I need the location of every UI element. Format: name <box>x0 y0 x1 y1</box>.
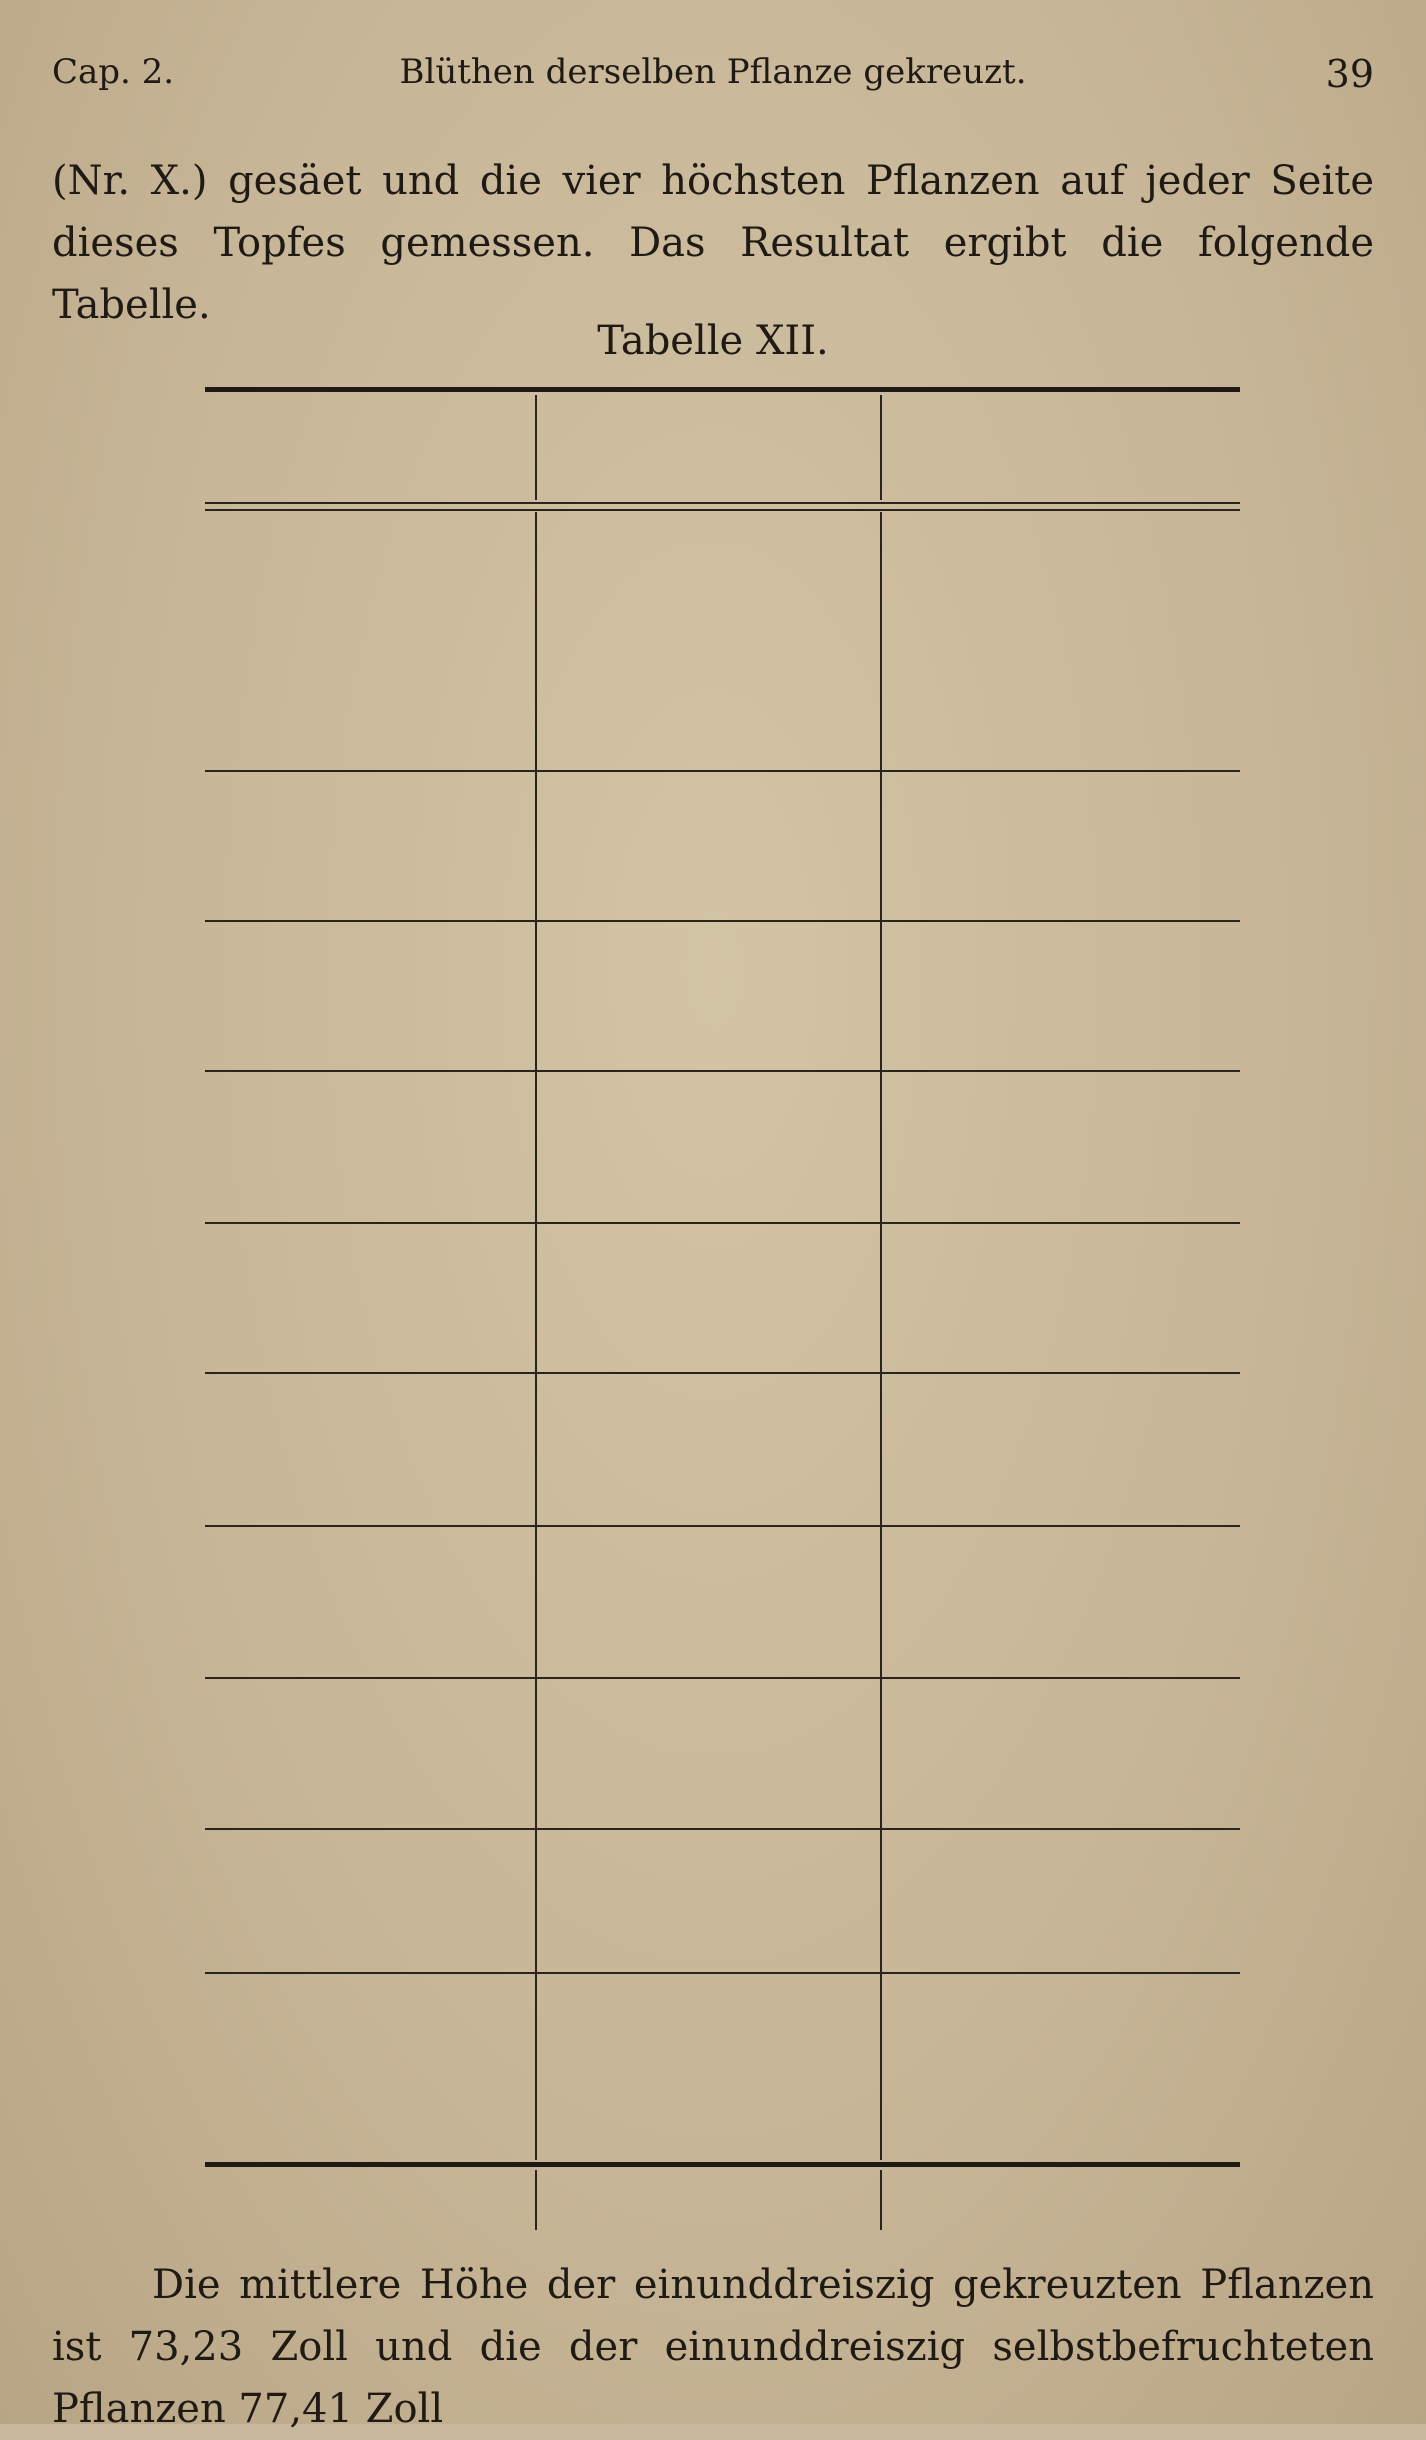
row-separator <box>205 1222 1240 1224</box>
total-divider-1 <box>535 2170 537 2230</box>
total-divider-2 <box>880 2170 882 2230</box>
closing-paragraph: Die mittlere Höhe der einunddreiszig gekreuzten Pflanzen ist 73,23 Zoll und die der einunddreiszig selbstbefruchteten Pflanzen 77,41 Zoll <box>52 2262 1374 2432</box>
header-rule-lower <box>205 509 1240 511</box>
table-top-rule <box>205 387 1240 392</box>
chapter-label: Cap. 2. <box>52 52 175 92</box>
intro-paragraph: (Nr. X.) gesäet und die vier höchsten Pflanzen auf jeder Seite dieses Topfes gemessen. Das Resultat ergibt die folgende Tabelle. <box>52 158 1374 328</box>
row-separator <box>205 920 1240 922</box>
header-rule-upper <box>205 502 1240 504</box>
page-number: 39 <box>1325 52 1374 96</box>
header-divider-2 <box>880 395 882 500</box>
body-divider-2 <box>880 512 882 2160</box>
total-top-rule <box>205 2162 1240 2167</box>
header-divider-1 <box>535 395 537 500</box>
row-separator <box>205 1828 1240 1830</box>
body-divider-1 <box>535 512 537 2160</box>
running-header <box>52 52 1374 102</box>
row-separator <box>205 1525 1240 1527</box>
row-separator <box>205 1677 1240 1679</box>
row-separator <box>205 1972 1240 1974</box>
table-title: Tabelle XII. <box>597 318 829 364</box>
running-title: Blüthen derselben Pflanze gekreuzt. <box>399 52 1027 92</box>
row-separator <box>205 770 1240 772</box>
row-separator <box>205 1372 1240 1374</box>
row-separator <box>205 1070 1240 1072</box>
